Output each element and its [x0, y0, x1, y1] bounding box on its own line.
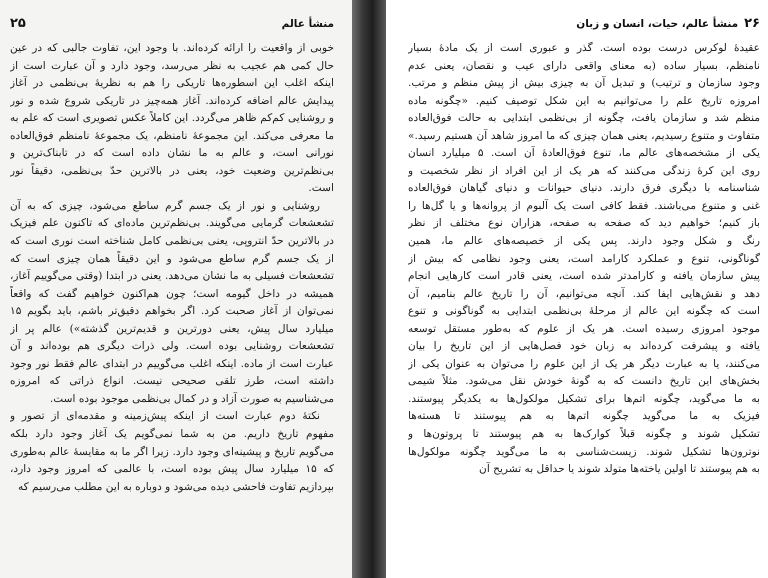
text-line: ما معرفی می‌کند. این مجموعهٔ نامنظم، یک مجموعهٔ نامنظم فوق‌العاده [10, 129, 334, 142]
text-line: در بالاترین حدّ انتروپی، یعنی بی‌نظمی کامل شناخته است نوری است که [10, 235, 334, 248]
left-running-head [10, 14, 334, 34]
text-line: به ما می‌گوید، چگونه اتم‌ها برای تشکیل مولکول‌ها به یکدیگر پیوستند. [408, 392, 760, 405]
text-line: که ۱۵ میلیارد سال پیش بوده است، با عالمی که امروز وجود دارد، [10, 463, 334, 476]
text-line: پیدایش عالم اضافه کرده‌اند. آغاز همه‌چیز در تاریکی شروع شده و نور [10, 94, 334, 107]
text-line: نوترون‌ها تشکیل شوند. زیست‌شناسی به ما می‌گوید چگونه مولکول‌ها [408, 445, 760, 458]
right-body-text [408, 40, 760, 479]
text-line: رنگ و شکل وجود دارند. پس یکی از خصیصه‌های عالم ما، همین [408, 235, 760, 248]
text-line: می‌گویم تاریخ و پیشینه‌ای وجود دارد. زیرا اگر ما به مقایسهٔ عالم به‌طوری [10, 445, 334, 458]
right-page [386, 0, 768, 578]
text-line: تشکیل شوند و چگونه قبلاً کوارک‌ها به هم پیوستند تا پروتون‌ها و [408, 428, 760, 441]
text-line: متفاوت و متنوع رسیدیم، یعنی همان چیزی که ما امروز شاهد آن هستیم رسید.» [408, 129, 760, 142]
text-line: تشعشعات فسیلی به ما نشان می‌دهد. یعنی در ابتدا (وقتی می‌گوییم آغاز، [10, 270, 334, 283]
text-line: می‌شناسیم به صورت آزاد و در کمال بی‌نظمی موجود بوده است. [49, 392, 334, 405]
text-line: نامنظم، بسیار ساده (به معنای واقعی دارای عیب و نقصان، یعنی عدم [408, 59, 760, 72]
text-line: دهد و نقش‌هایی ایفا کند. آنچه می‌توانیم، آن را تاریخ عالم بنامیم، آن [408, 287, 760, 300]
text-line: باز کنیم؛ خواهیم دید که صفحه به صفحه، هزاران نوع مختلف از نظر [408, 217, 760, 230]
text-line: تشعشعات روشنایی بوده است. ولی ذرات دیگری هم بوده‌اند و آن [10, 340, 334, 353]
text-line: خوبی از واقعیت را ارائه کرده‌اند. با وجود این، تفاوت جالبی که در عین [10, 42, 334, 54]
text-line: شناسنامه با دیگری فرق دارند. دنیای حیوانات و دنیای گیاهان فوق‌العاده [408, 182, 760, 195]
text-line: یافته و پیشرفت کرده‌اند به زبان خود فصل‌هایی از این تاریخ را بیان [408, 340, 760, 353]
text-line: تشعشعات گرمایی می‌گویند. بی‌نظم‌ترین ماده‌ای که تاکنون علم فیزیک [10, 217, 334, 230]
text-line: اینکه اغلب این اسطوره‌ها تاریکی را هم به نظریهٔ بی‌نظمی در آغاز [10, 77, 334, 90]
text-line: موجود امروزی رسیده است. هر یک از علوم که به‌طور مستقل توسعه [408, 322, 760, 335]
text-line: از یک جسم گرم ساطع می‌شود و این دقیقاً همان چیزی است که [10, 252, 334, 265]
left-page-number: ۲۵ [10, 16, 26, 31]
text-line: بی‌نظم‌ترین وضعیت خود، یعنی در بالاترین حدّ بی‌نظمی، دقیقاً نور [10, 164, 334, 177]
text-line: بپردازیم تفاوت فاحشی دیده می‌شود و دوباره به این مطلب می‌رسیم که [17, 480, 334, 493]
paragraph [10, 40, 334, 198]
text-line: نورانی است، و عالم به ما نشان داده است که در تابناک‌ترین و [10, 147, 334, 160]
text-line: داشته است، طرز تلقی صحیحی نیست. انواع ذراتی که امروزه [10, 375, 334, 388]
text-line: پیش سازمان یافته و کارامدتر شده است، یعنی قادر است کارهایی انجام [408, 270, 760, 283]
right-running-head [408, 14, 760, 34]
text-line: روی این کرهٔ زندگی می‌کنند که هر یک از این افراد از نظر شخصیت و [408, 164, 760, 177]
text-line: نکتهٔ دوم عبارت است از اینکه پیش‌زمینه و مقدمه‌ای از تصور و [10, 410, 320, 423]
text-line: است. [308, 182, 334, 195]
text-line: فیزیک به ما می‌گوید چگونه اتم‌ها به هم پیوستند تا هسته‌ها [408, 410, 760, 423]
text-line: مفهوم تاریخ داریم. من به شما نمی‌گویم یک آغاز وجود دارد بلکه [10, 428, 334, 441]
text-line: و روشنایی کم‌کم ظاهر می‌گردد. این کاملاً عکس تصویری است که علم به [10, 112, 334, 125]
text-line: امروزه تاریخ علم را می‌توانیم به این شکل توصیف کنیم. «چگونه ماده [408, 94, 760, 107]
paragraph [408, 40, 760, 479]
text-line: عقیدهٔ لوکرس درست بوده است. گذر و عبوری است از یک مادهٔ بسیار [408, 42, 760, 54]
text-line: میلیارد سال پیش، یعنی دورترین و قدیم‌ترین گذشته») عالم پر از [10, 322, 334, 335]
text-line: نمی‌توان از آغاز صحبت کرد. اگر بخواهم دقیق‌تر باشم، باید بگویم ۱۵ [10, 305, 334, 318]
paragraph [10, 198, 334, 409]
text-line: وجود سازمان و ترتیب) و تبدیل آن به چیزی بیش از پیش منظم و مرتب. [408, 77, 760, 90]
text-line: به هم پیوستند تا اولین یاخته‌ها متولد شوند یا حداقل به تشریح آن [479, 463, 760, 476]
left-page [0, 0, 352, 578]
book-gutter [352, 0, 386, 578]
paragraph [10, 408, 334, 496]
text-line: روشنایی و نور از یک جسم گرم ساطع می‌شود، چیزی که به آن [10, 199, 320, 212]
right-header-title: منشأ عالم، حیات، انسان و زبان [576, 18, 739, 30]
text-line: همیشه در داخل گیومه است؛ چون هم‌اکنون خواهیم گفت که واقعاً [10, 287, 334, 300]
text-line: عبارت است از ماده. اینکه اغلب می‌گوییم در ابتدای عالم فقط نور وجود [10, 357, 334, 370]
text-line: حال کمی هم عجیب به نظر می‌رسد، وجود دارد و آن عبارت است از [10, 59, 334, 72]
left-header-title: منشأ عالم [281, 18, 334, 30]
text-line: یکی از مشخصه‌های عالم ما، تنوع فوق‌العادهٔ آن است. ۵ میلیارد انسان [408, 147, 760, 160]
text-line: می‌کنند، یا به عبارت دیگر هر یک از این علوم را می‌توان به عنوان یکی از [408, 357, 760, 370]
right-page-number: ۲۶ [744, 16, 760, 31]
text-line: گوناگونی، تنوع و عملکرد کارامد است، یعنی وجود نظامی که بیش از [408, 252, 760, 265]
left-body-text [10, 40, 334, 496]
text-line: است که چگونه این عالم از مرحلهٔ بی‌نظمی ابتدایی به گوناگونی و تنوع [408, 305, 760, 318]
text-line: غنی و متنوع می‌باشند. فقط کافی است یک آلبوم از پروانه‌ها و یا گل‌ها را [408, 199, 760, 212]
text-line: منظم شد و سازمان یافت، چگونه از بی‌نظمی ابتدایی به حالت فوق‌العاده [408, 112, 760, 125]
text-line: بخش‌های این تاریخ دانست که به گونهٔ خودش نقل می‌شود. مثلاً شیمی [408, 375, 760, 388]
